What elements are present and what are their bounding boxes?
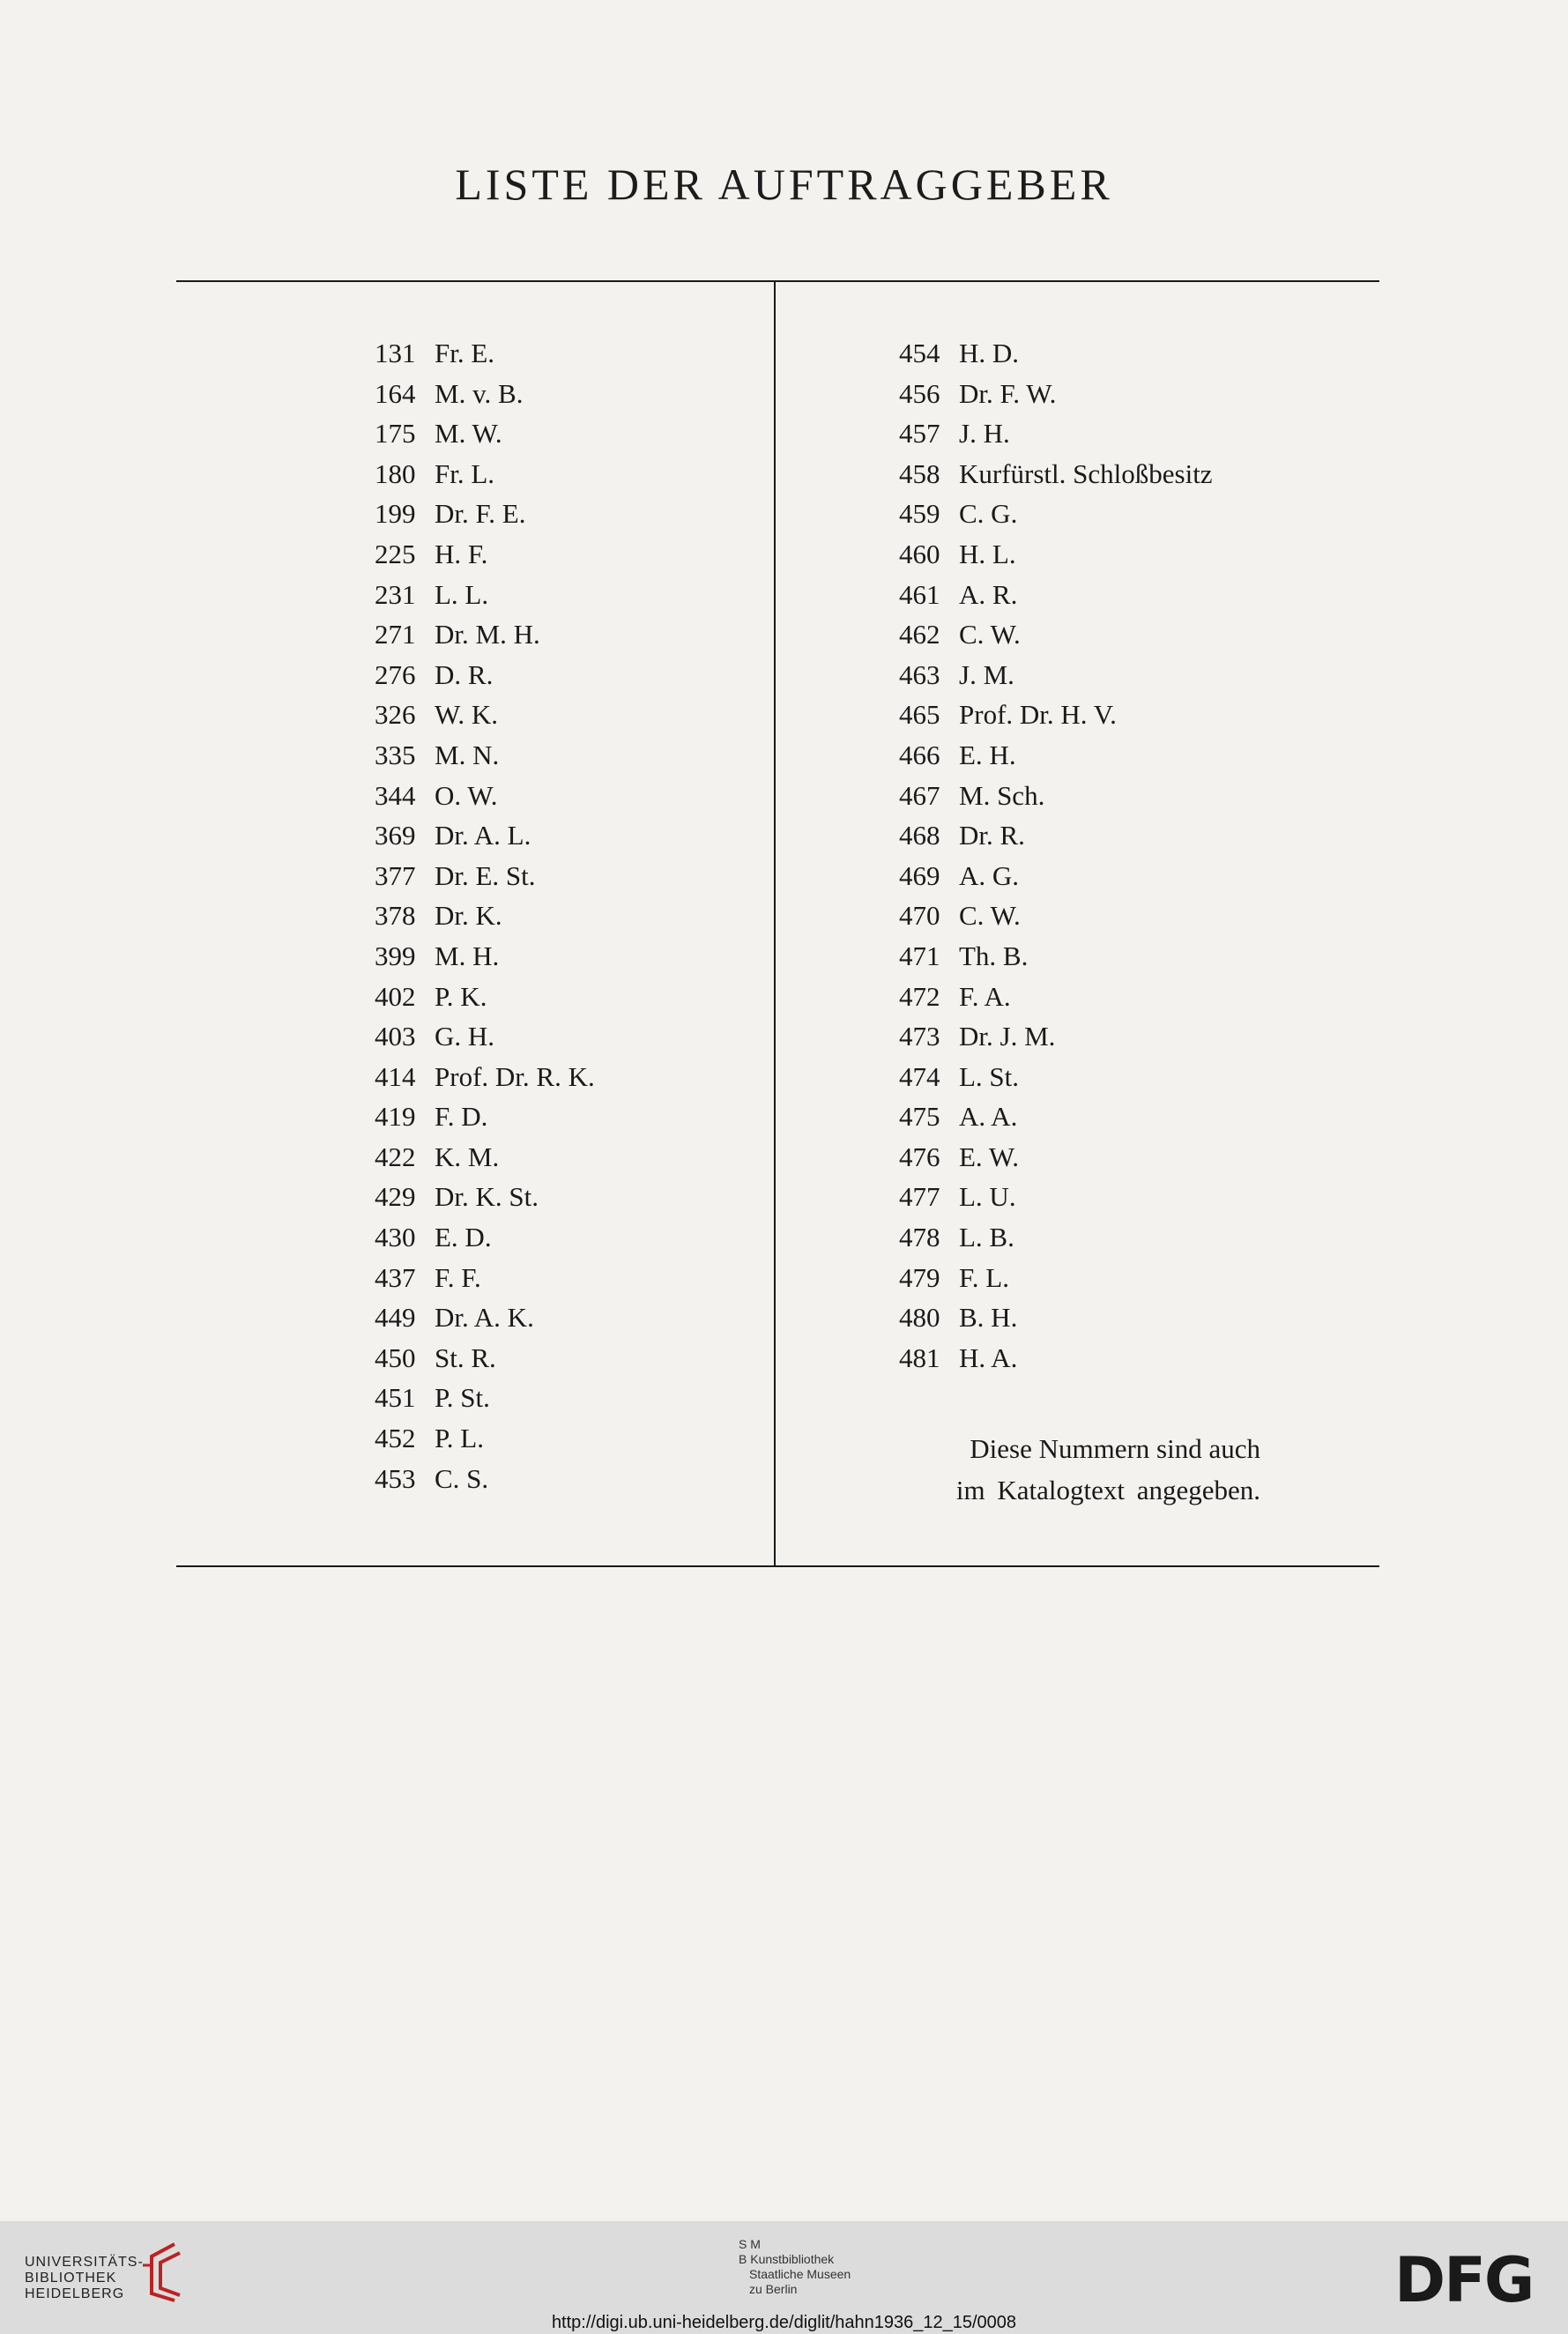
entry-number: 326 [375, 699, 416, 731]
list-item [375, 776, 595, 816]
entry-number: 399 [375, 940, 416, 971]
entry-number: 468 [899, 820, 940, 851]
entry-name: H. A. [959, 1342, 1018, 1373]
list-item [375, 856, 595, 896]
entry-name: Dr. K. St. [435, 1181, 539, 1213]
entry-name: C. W. [959, 900, 1021, 932]
entry-number: 419 [375, 1101, 416, 1133]
bottom-rule [176, 1565, 1379, 1567]
entry-name: Fr. L. [435, 457, 495, 489]
entry-number: 466 [899, 739, 940, 770]
smb-kunstbibliothek-logo[interactable] [739, 2237, 851, 2297]
entry-name: L. U. [959, 1181, 1016, 1213]
entry-number: 452 [375, 1423, 416, 1454]
entry-number: 131 [375, 338, 416, 368]
entry-number: 457 [899, 418, 940, 450]
list-item [899, 1217, 1213, 1258]
column-divider [774, 281, 776, 1565]
entry-name: Dr. A. L. [435, 820, 531, 851]
entry-name: Dr. M. H. [435, 619, 540, 650]
list-item [899, 695, 1213, 735]
entry-number: 460 [899, 538, 940, 569]
ub-logo-icon [139, 2239, 192, 2304]
entry-name: C. G. [959, 498, 1018, 530]
entry-name: B. H. [959, 1302, 1018, 1334]
entry-name: M. H. [435, 940, 500, 971]
ub-heidelberg-logo[interactable] [25, 2255, 144, 2302]
entry-number: 469 [899, 859, 940, 891]
entry-number: 477 [899, 1181, 940, 1213]
list-item [899, 374, 1213, 414]
entry-number: 479 [899, 1261, 940, 1293]
entry-number: 481 [899, 1342, 940, 1373]
entry-number: 478 [899, 1222, 940, 1253]
entry-number: 453 [375, 1462, 416, 1494]
list-item [899, 856, 1213, 896]
list-item [899, 413, 1213, 454]
entry-number: 449 [375, 1302, 416, 1334]
entry-name: F. F. [435, 1261, 481, 1293]
entry-number: 470 [899, 900, 940, 932]
list-item [375, 1177, 595, 1217]
entry-name: F. L. [959, 1261, 1009, 1293]
list-item [899, 655, 1213, 695]
entry-name: E. H. [959, 739, 1016, 770]
list-item [375, 1057, 595, 1097]
entry-name: L. St. [959, 1060, 1020, 1092]
list-item [375, 1137, 595, 1178]
dfg-logo[interactable]: DFG [1394, 2244, 1534, 2316]
entry-number: 430 [375, 1222, 416, 1253]
entry-number: 458 [899, 457, 940, 489]
entry-number: 429 [375, 1181, 416, 1213]
list-item [899, 1137, 1213, 1178]
list-item [899, 454, 1213, 494]
entry-name: D. R. [435, 658, 494, 690]
sm-line-2: B Kunstbibliothek [739, 2252, 835, 2266]
entry-number: 344 [375, 779, 416, 811]
entry-name: Prof. Dr. H. V. [959, 699, 1117, 731]
entry-number: 462 [899, 619, 940, 650]
list-item [899, 1016, 1213, 1057]
list-item [899, 1258, 1213, 1298]
entry-name: M. N. [435, 739, 500, 770]
list-item [899, 815, 1213, 856]
top-rule [176, 280, 1379, 282]
list-item [899, 776, 1213, 816]
entry-number: 377 [375, 859, 416, 891]
list-item [375, 1459, 595, 1499]
entry-name: Dr. A. K. [435, 1302, 534, 1334]
entry-name: J. H. [959, 418, 1010, 450]
entry-name: W. K. [435, 699, 499, 731]
list-item [899, 333, 1213, 374]
list-item [375, 494, 595, 534]
list-item [375, 534, 595, 575]
entry-number: 461 [899, 578, 940, 610]
list-item [899, 534, 1213, 575]
entry-number: 225 [375, 538, 416, 569]
entry-name: Dr. K. [435, 900, 502, 932]
entry-number: 456 [899, 377, 940, 409]
list-item [375, 1378, 595, 1418]
list-item [375, 815, 595, 856]
list-item [899, 735, 1213, 776]
list-item [899, 977, 1213, 1017]
page-title: LISTE DER AUFTRAGGEBER [455, 160, 1113, 209]
entry-number: 199 [375, 498, 416, 530]
entry-name: F. A. [959, 980, 1011, 1012]
entry-name: M. W. [435, 418, 502, 450]
list-item [899, 575, 1213, 615]
page-url[interactable]: http://digi.ub.uni-heidelberg.de/diglit/hahn1936_12_15/0008 [551, 2313, 1017, 2332]
entry-number: 180 [375, 457, 416, 489]
entry-number: 378 [375, 900, 416, 932]
entry-name: M. Sch. [959, 779, 1045, 811]
entry-number: 475 [899, 1101, 940, 1133]
entry-name: E. D. [435, 1222, 492, 1253]
entry-number: 465 [899, 699, 940, 731]
entry-number: 480 [899, 1302, 940, 1334]
list-item [375, 454, 595, 494]
list-item [375, 413, 595, 454]
entry-name: L. L. [435, 578, 489, 610]
list-item [899, 614, 1213, 655]
entry-number: 422 [375, 1141, 416, 1172]
entry-number: 164 [375, 377, 416, 409]
entry-name: P. K. [435, 980, 487, 1012]
entry-name: Dr. E. St. [435, 859, 536, 891]
entry-number: 474 [899, 1060, 940, 1092]
entry-name: P. L. [435, 1423, 484, 1454]
entry-name: Dr. F. E. [435, 498, 526, 530]
list-item [375, 1338, 595, 1379]
entry-number: 403 [375, 1021, 416, 1052]
entry-name: St. R. [435, 1342, 496, 1373]
list-item [899, 1177, 1213, 1217]
entry-number: 463 [899, 658, 940, 690]
list-item [375, 1217, 595, 1258]
catalog-note [890, 1428, 1260, 1511]
list-item [375, 1258, 595, 1298]
list-item [375, 655, 595, 695]
list-item [375, 1297, 595, 1338]
entry-name: C. S. [435, 1462, 489, 1494]
entry-number: 276 [375, 658, 416, 690]
entry-number: 454 [899, 338, 940, 368]
list-item [375, 977, 595, 1017]
entry-number: 459 [899, 498, 940, 530]
ub-logo-line-1: UNIVERSITÄTS- [25, 2255, 144, 2270]
entry-name: Dr. R. [959, 820, 1025, 851]
sm-line-4: zu Berlin [749, 2282, 798, 2296]
entry-number: 472 [899, 980, 940, 1012]
list-item [899, 1096, 1213, 1137]
ub-logo-line-2: BIBLIOTHEK [25, 2271, 117, 2286]
entry-name: P. St. [435, 1382, 490, 1414]
note-line-2: im Katalogtext angegeben. [955, 1475, 1260, 1505]
list-item [899, 494, 1213, 534]
list-item [375, 695, 595, 735]
left-column [375, 333, 595, 1498]
list-item [899, 936, 1213, 977]
list-item [375, 936, 595, 977]
entry-number: 437 [375, 1261, 416, 1293]
entry-name: Dr. J. M. [959, 1021, 1056, 1052]
entry-name: L. B. [959, 1222, 1014, 1253]
list-item [899, 1057, 1213, 1097]
entry-name: O. W. [435, 779, 498, 811]
entry-number: 476 [899, 1141, 940, 1172]
entry-number: 450 [375, 1342, 416, 1373]
entry-name: H. D. [959, 338, 1020, 368]
list-item [899, 896, 1213, 936]
entry-number: 271 [375, 619, 416, 650]
note-line-1: Diese Nummern sind auch [970, 1433, 1260, 1464]
entry-name: A. G. [959, 859, 1020, 891]
entry-name: H. L. [959, 538, 1016, 569]
entry-number: 335 [375, 739, 416, 770]
entry-name: A. A. [959, 1101, 1018, 1133]
entry-number: 451 [375, 1382, 416, 1414]
entry-name: A. R. [959, 578, 1018, 610]
entry-number: 467 [899, 779, 940, 811]
list-item [375, 575, 595, 615]
list-item [899, 1338, 1213, 1379]
ub-logo-line-3: HEIDELBERG [25, 2286, 125, 2301]
list-item [375, 333, 595, 374]
entry-name: M. v. B. [435, 377, 524, 409]
entry-name: J. M. [959, 658, 1014, 690]
entry-number: 402 [375, 980, 416, 1012]
entry-number: 175 [375, 418, 416, 450]
entry-name: F. D. [435, 1101, 488, 1133]
entry-number: 471 [899, 940, 940, 971]
list-item [375, 896, 595, 936]
sm-line-3: Staatliche Museen [749, 2267, 851, 2281]
list-item [899, 1297, 1213, 1338]
entry-name: Th. B. [959, 940, 1029, 971]
entry-number: 473 [899, 1021, 940, 1052]
entry-name: C. W. [959, 619, 1021, 650]
entry-name: Prof. Dr. R. K. [435, 1060, 595, 1092]
entry-name: Kurfürstl. Schloßbesitz [959, 457, 1213, 489]
entry-name: K. M. [435, 1141, 500, 1172]
list-item [375, 735, 595, 776]
list-item [375, 374, 595, 414]
entry-number: 414 [375, 1060, 416, 1092]
list-item [375, 1016, 595, 1057]
list-item [375, 1418, 595, 1459]
entry-name: Fr. E. [435, 338, 495, 368]
entry-name: E. W. [959, 1141, 1020, 1172]
entry-number: 369 [375, 820, 416, 851]
entry-name: H. F. [435, 538, 488, 569]
entry-name: G. H. [435, 1021, 495, 1052]
sm-line-1: S M [739, 2237, 761, 2251]
entry-name: Dr. F. W. [959, 377, 1057, 409]
entry-number: 231 [375, 578, 416, 610]
list-item [375, 614, 595, 655]
right-column [899, 333, 1213, 1378]
list-item [375, 1096, 595, 1137]
